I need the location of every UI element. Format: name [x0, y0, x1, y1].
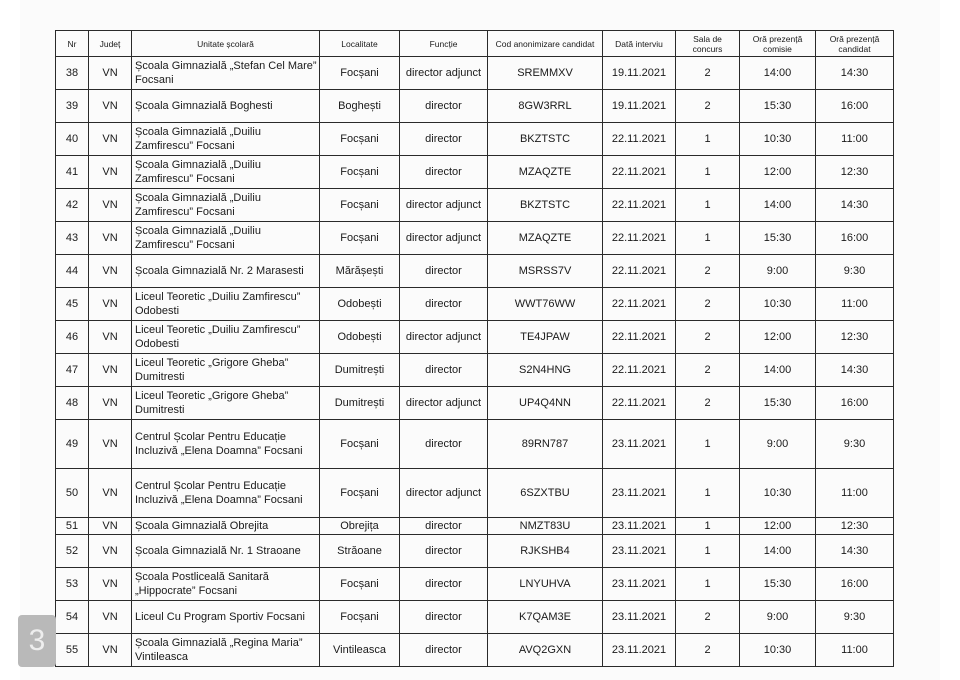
cell-localitate: Odobești — [320, 288, 400, 321]
cell-ora-comisie: 12:00 — [740, 321, 816, 354]
cell-sala: 2 — [676, 387, 740, 420]
cell-localitate: Boghești — [320, 90, 400, 123]
cell-cod: WWT76WW — [488, 288, 603, 321]
header-unitate: Unitate școlară — [132, 31, 320, 57]
cell-functie: director — [400, 535, 488, 568]
cell-cod: NMZT83U — [488, 518, 603, 535]
cell-sala: 1 — [676, 189, 740, 222]
cell-ora-comisie: 14:00 — [740, 535, 816, 568]
cell-ora-comisie: 9:00 — [740, 255, 816, 288]
cell-cod: BKZTSTC — [488, 123, 603, 156]
cell-sala: 2 — [676, 90, 740, 123]
cell-functie: director — [400, 420, 488, 469]
cell-nr: 39 — [56, 90, 89, 123]
cell-cod: BKZTSTC — [488, 189, 603, 222]
cell-functie: director — [400, 354, 488, 387]
cell-sala: 1 — [676, 123, 740, 156]
cell-localitate: Odobești — [320, 321, 400, 354]
cell-data: 22.11.2021 — [603, 222, 676, 255]
table-row — [56, 535, 894, 568]
cell-localitate: Focșani — [320, 123, 400, 156]
table-row — [56, 255, 894, 288]
cell-ora-comisie: 15:30 — [740, 222, 816, 255]
cell-ora-candidat: 9:30 — [816, 255, 894, 288]
cell-localitate: Focșani — [320, 420, 400, 469]
cell-ora-candidat: 12:30 — [816, 156, 894, 189]
cell-unitate: Școala Gimnazială „Duiliu Zamfirescu” Focsani — [132, 222, 320, 255]
cell-ora-comisie: 15:30 — [740, 568, 816, 601]
cell-sala: 1 — [676, 469, 740, 518]
cell-nr: 53 — [56, 568, 89, 601]
cell-sala: 2 — [676, 57, 740, 90]
cell-sala: 1 — [676, 420, 740, 469]
cell-unitate: Școala Gimnazială „Stefan Cel Mare” Focsani — [132, 57, 320, 90]
cell-cod: 8GW3RRL — [488, 90, 603, 123]
cell-cod: MSRSS7V — [488, 255, 603, 288]
cell-sala: 1 — [676, 156, 740, 189]
cell-functie: director — [400, 90, 488, 123]
cell-cod: UP4Q4NN — [488, 387, 603, 420]
cell-nr: 46 — [56, 321, 89, 354]
cell-data: 23.11.2021 — [603, 634, 676, 667]
cell-judet: VN — [89, 518, 132, 535]
cell-cod: SREMMXV — [488, 57, 603, 90]
cell-cod: S2N4HNG — [488, 354, 603, 387]
cell-cod: TE4JPAW — [488, 321, 603, 354]
cell-ora-candidat: 11:00 — [816, 469, 894, 518]
table-row — [56, 518, 894, 535]
cell-data: 22.11.2021 — [603, 156, 676, 189]
cell-functie: director — [400, 288, 488, 321]
cell-ora-candidat: 14:30 — [816, 535, 894, 568]
cell-unitate: Centrul Școlar Pentru Educație Incluzivă „Elena Doamna” Focsani — [132, 469, 320, 518]
header-nr: Nr — [56, 31, 89, 57]
cell-cod: MZAQZTE — [488, 222, 603, 255]
table-body — [56, 57, 894, 667]
cell-sala: 1 — [676, 518, 740, 535]
cell-functie: director — [400, 601, 488, 634]
cell-judet: VN — [89, 568, 132, 601]
cell-unitate: Școala Gimnazială „Duiliu Zamfirescu” Focsani — [132, 189, 320, 222]
cell-nr: 47 — [56, 354, 89, 387]
cell-unitate: Școala Gimnazială Obrejita — [132, 518, 320, 535]
cell-ora-candidat: 16:00 — [816, 90, 894, 123]
cell-nr: 50 — [56, 469, 89, 518]
cell-judet: VN — [89, 156, 132, 189]
header-localitate: Localitate — [320, 31, 400, 57]
cell-ora-candidat: 11:00 — [816, 288, 894, 321]
cell-data: 23.11.2021 — [603, 420, 676, 469]
table-row — [56, 601, 894, 634]
header-functie: Funcție — [400, 31, 488, 57]
cell-data: 23.11.2021 — [603, 469, 676, 518]
cell-judet: VN — [89, 57, 132, 90]
cell-cod: 89RN787 — [488, 420, 603, 469]
cell-functie: director — [400, 255, 488, 288]
cell-ora-comisie: 10:30 — [740, 634, 816, 667]
cell-data: 22.11.2021 — [603, 387, 676, 420]
cell-data: 22.11.2021 — [603, 189, 676, 222]
cell-localitate: Vintileasca — [320, 634, 400, 667]
cell-functie: director adjunct — [400, 57, 488, 90]
cell-ora-comisie: 10:30 — [740, 469, 816, 518]
cell-cod: LNYUHVA — [488, 568, 603, 601]
cell-ora-comisie: 15:30 — [740, 387, 816, 420]
cell-data: 19.11.2021 — [603, 57, 676, 90]
cell-judet: VN — [89, 321, 132, 354]
table-row — [56, 123, 894, 156]
cell-data: 19.11.2021 — [603, 90, 676, 123]
cell-unitate: Liceul Teoretic „Grigore Gheba” Dumitresti — [132, 387, 320, 420]
cell-ora-candidat: 12:30 — [816, 321, 894, 354]
cell-ora-comisie: 14:00 — [740, 57, 816, 90]
cell-localitate: Focșani — [320, 469, 400, 518]
cell-data: 23.11.2021 — [603, 601, 676, 634]
cell-functie: director adjunct — [400, 222, 488, 255]
cell-cod: RJKSHB4 — [488, 535, 603, 568]
cell-judet: VN — [89, 222, 132, 255]
header-ora-comisie: Oră prezență comisie — [740, 31, 816, 57]
cell-judet: VN — [89, 288, 132, 321]
cell-localitate: Focșani — [320, 57, 400, 90]
cell-unitate: Liceul Teoretic „Duiliu Zamfirescu” Odobesti — [132, 321, 320, 354]
cell-unitate: Liceul Teoretic „Grigore Gheba” Dumitresti — [132, 354, 320, 387]
cell-data: 23.11.2021 — [603, 535, 676, 568]
header-sala: Sala de concurs — [676, 31, 740, 57]
cell-judet: VN — [89, 469, 132, 518]
cell-sala: 2 — [676, 354, 740, 387]
table-header — [56, 31, 894, 57]
cell-ora-comisie: 14:00 — [740, 189, 816, 222]
table-row — [56, 57, 894, 90]
cell-judet: VN — [89, 387, 132, 420]
cell-data: 22.11.2021 — [603, 321, 676, 354]
cell-ora-candidat: 16:00 — [816, 387, 894, 420]
cell-sala: 2 — [676, 601, 740, 634]
cell-ora-comisie: 12:00 — [740, 518, 816, 535]
cell-nr: 40 — [56, 123, 89, 156]
cell-localitate: Mărășești — [320, 255, 400, 288]
cell-data: 22.11.2021 — [603, 354, 676, 387]
cell-localitate: Focșani — [320, 189, 400, 222]
table-row — [56, 156, 894, 189]
page-number-badge: 3 — [18, 615, 56, 667]
cell-data: 23.11.2021 — [603, 518, 676, 535]
cell-ora-candidat: 12:30 — [816, 518, 894, 535]
cell-judet: VN — [89, 90, 132, 123]
cell-data: 22.11.2021 — [603, 123, 676, 156]
cell-localitate: Focșani — [320, 222, 400, 255]
cell-functie: director adjunct — [400, 321, 488, 354]
cell-cod: MZAQZTE — [488, 156, 603, 189]
table-row — [56, 189, 894, 222]
cell-judet: VN — [89, 123, 132, 156]
cell-unitate: Școala Gimnazială „Duiliu Zamfirescu” Focsani — [132, 156, 320, 189]
cell-data: 23.11.2021 — [603, 568, 676, 601]
cell-localitate: Focșani — [320, 568, 400, 601]
cell-ora-comisie: 9:00 — [740, 420, 816, 469]
header-data: Dată interviu — [603, 31, 676, 57]
cell-localitate: Dumitrești — [320, 354, 400, 387]
table-row — [56, 568, 894, 601]
cell-data: 22.11.2021 — [603, 288, 676, 321]
cell-functie: director adjunct — [400, 469, 488, 518]
cell-nr: 51 — [56, 518, 89, 535]
cell-nr: 54 — [56, 601, 89, 634]
header-judet: Județ — [89, 31, 132, 57]
cell-ora-comisie: 12:00 — [740, 156, 816, 189]
cell-nr: 44 — [56, 255, 89, 288]
cell-sala: 2 — [676, 255, 740, 288]
cell-sala: 2 — [676, 288, 740, 321]
cell-nr: 55 — [56, 634, 89, 667]
cell-nr: 45 — [56, 288, 89, 321]
cell-localitate: Dumitrești — [320, 387, 400, 420]
cell-nr: 38 — [56, 57, 89, 90]
cell-ora-candidat: 14:30 — [816, 189, 894, 222]
cell-nr: 42 — [56, 189, 89, 222]
cell-ora-candidat: 16:00 — [816, 568, 894, 601]
cell-data: 22.11.2021 — [603, 255, 676, 288]
table-row — [56, 321, 894, 354]
cell-sala: 2 — [676, 321, 740, 354]
cell-ora-candidat: 11:00 — [816, 634, 894, 667]
cell-unitate: Școala Gimnazială Nr. 2 Marasesti — [132, 255, 320, 288]
cell-judet: VN — [89, 634, 132, 667]
cell-functie: director — [400, 123, 488, 156]
cell-ora-comisie: 15:30 — [740, 90, 816, 123]
cell-sala: 2 — [676, 634, 740, 667]
cell-judet: VN — [89, 189, 132, 222]
header-cod: Cod anonimizare candidat — [488, 31, 603, 57]
cell-unitate: Școala Gimnazială Nr. 1 Straoane — [132, 535, 320, 568]
cell-ora-candidat: 9:30 — [816, 601, 894, 634]
cell-judet: VN — [89, 601, 132, 634]
cell-sala: 1 — [676, 535, 740, 568]
cell-functie: director adjunct — [400, 387, 488, 420]
cell-nr: 41 — [56, 156, 89, 189]
cell-unitate: Școala Gimnazială „Duiliu Zamfirescu” Focsani — [132, 123, 320, 156]
table-row — [56, 420, 894, 469]
table-row — [56, 634, 894, 667]
cell-ora-candidat: 14:30 — [816, 354, 894, 387]
cell-sala: 1 — [676, 222, 740, 255]
table-row — [56, 387, 894, 420]
cell-ora-comisie: 14:00 — [740, 354, 816, 387]
cell-cod: K7QAM3E — [488, 601, 603, 634]
cell-cod: 6SZXTBU — [488, 469, 603, 518]
cell-ora-candidat: 14:30 — [816, 57, 894, 90]
cell-ora-comisie: 10:30 — [740, 123, 816, 156]
cell-cod: AVQ2GXN — [488, 634, 603, 667]
cell-localitate: Focșani — [320, 601, 400, 634]
table-row — [56, 354, 894, 387]
table-row — [56, 469, 894, 518]
cell-nr: 48 — [56, 387, 89, 420]
table-row — [56, 288, 894, 321]
cell-functie: director — [400, 156, 488, 189]
cell-judet: VN — [89, 420, 132, 469]
cell-ora-candidat: 16:00 — [816, 222, 894, 255]
cell-judet: VN — [89, 354, 132, 387]
cell-unitate: Liceul Teoretic „Duiliu Zamfirescu” Odobesti — [132, 288, 320, 321]
cell-ora-comisie: 9:00 — [740, 601, 816, 634]
cell-functie: director — [400, 518, 488, 535]
cell-localitate: Obrejița — [320, 518, 400, 535]
interview-schedule-table — [55, 30, 894, 667]
cell-judet: VN — [89, 255, 132, 288]
cell-ora-comisie: 10:30 — [740, 288, 816, 321]
cell-functie: director adjunct — [400, 189, 488, 222]
cell-functie: director — [400, 634, 488, 667]
cell-sala: 1 — [676, 568, 740, 601]
table-row — [56, 222, 894, 255]
cell-nr: 52 — [56, 535, 89, 568]
table-row — [56, 90, 894, 123]
cell-functie: director — [400, 568, 488, 601]
cell-unitate: Liceul Cu Program Sportiv Focsani — [132, 601, 320, 634]
header-ora-candidat: Oră prezență candidat — [816, 31, 894, 57]
cell-ora-candidat: 11:00 — [816, 123, 894, 156]
cell-unitate: Școala Postliceală Sanitară „Hippocrate” Focsani — [132, 568, 320, 601]
cell-nr: 43 — [56, 222, 89, 255]
cell-localitate: Străoane — [320, 535, 400, 568]
cell-unitate: Școala Gimnazială „Regina Maria” Vintileasca — [132, 634, 320, 667]
cell-ora-candidat: 9:30 — [816, 420, 894, 469]
cell-nr: 49 — [56, 420, 89, 469]
cell-unitate: Centrul Școlar Pentru Educație Incluzivă „Elena Doamna” Focsani — [132, 420, 320, 469]
cell-localitate: Focșani — [320, 156, 400, 189]
cell-judet: VN — [89, 535, 132, 568]
cell-unitate: Școala Gimnazială Boghesti — [132, 90, 320, 123]
